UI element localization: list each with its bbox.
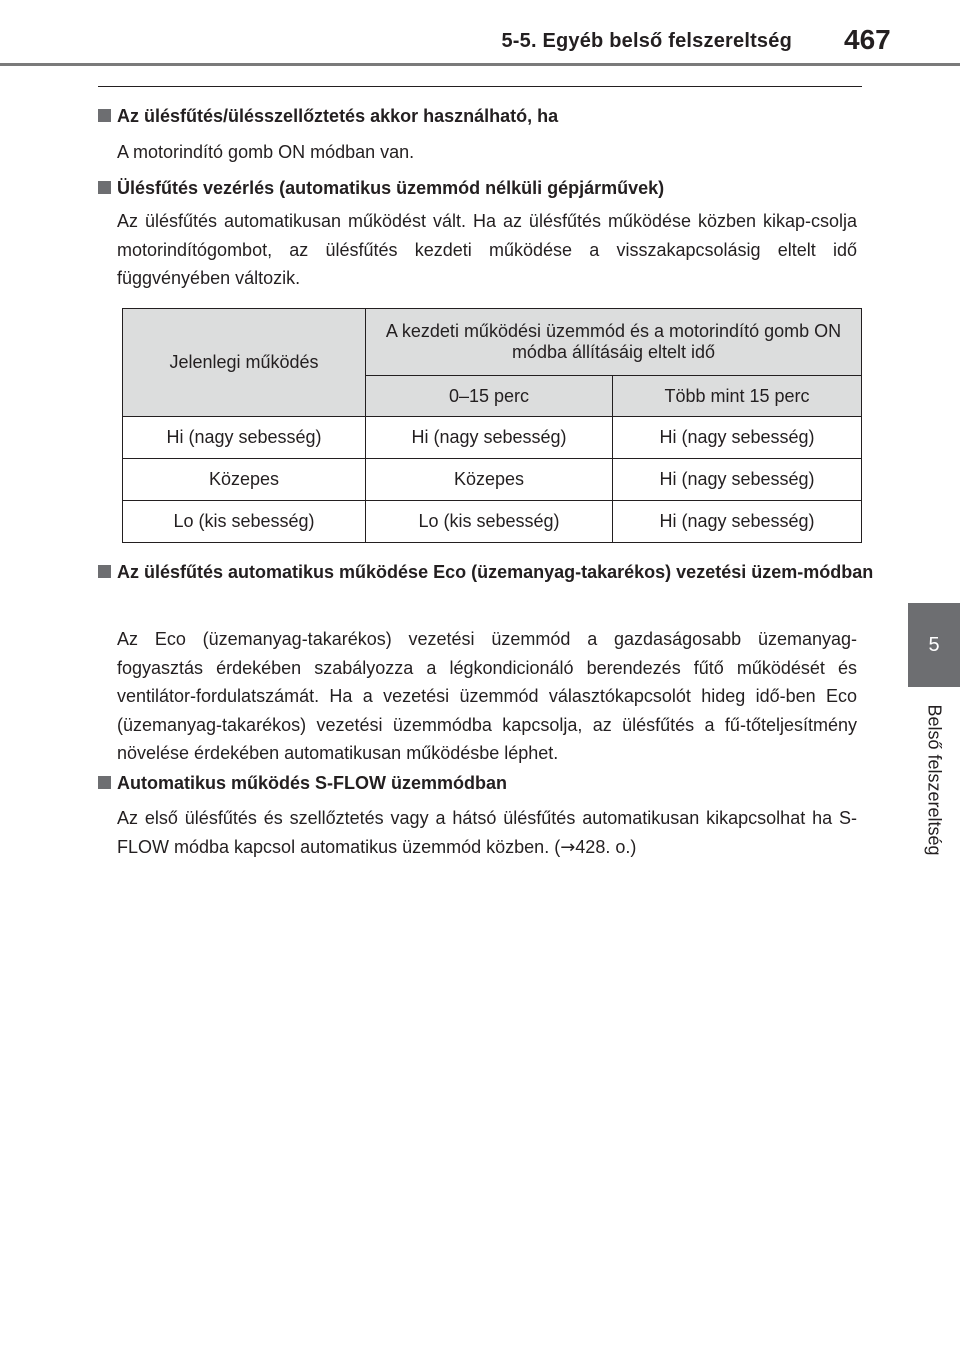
table-subheader: Több mint 15 perc bbox=[613, 376, 862, 417]
table-cell: Lo (kis sebesség) bbox=[366, 501, 613, 543]
table-cell: Hi (nagy sebesség) bbox=[366, 417, 613, 459]
section-heading bbox=[98, 768, 862, 798]
table-header-current-operation: Jelenlegi működés bbox=[123, 309, 366, 417]
table-row bbox=[123, 459, 862, 501]
table-cell: Hi (nagy sebesség) bbox=[613, 459, 862, 501]
table-cell: Hi (nagy sebesség) bbox=[123, 417, 366, 459]
section-body bbox=[117, 804, 857, 862]
table-subheader: 0–15 perc bbox=[366, 376, 613, 417]
chapter-tab: 5 bbox=[908, 603, 960, 687]
section-heading-text: Ülésfűtés vezérlés (automatikus üzemmód nélküli gépjárművek) bbox=[117, 178, 665, 198]
section-heading bbox=[98, 173, 862, 203]
table-cell: Hi (nagy sebesség) bbox=[613, 501, 862, 543]
section-heading bbox=[98, 557, 881, 587]
table-cell: Közepes bbox=[123, 459, 366, 501]
square-bullet-icon bbox=[98, 109, 111, 122]
section-body: Az Eco (üzemanyag-takarékos) vezetési üzemmód a gazdaságosabb üzemanyag-fogyasztás érdekében szabályozza a légkondicionáló berendezés fűtő működését és ventilátor-fordulatszámát. Ha a vezetési üzemmód választókapcsolót hideg idő-ben Eco (üzemanyag-takarékos) vezetési üzemmódba kapcsolja, az ülésfűtés a fű-tőteljesítmény növelése érdekében automatikusan működésbe léphet. bbox=[117, 629, 857, 763]
square-bullet-icon bbox=[98, 181, 111, 194]
arrow-right-icon: → bbox=[560, 836, 576, 858]
square-bullet-icon bbox=[98, 776, 111, 789]
table-cell: Hi (nagy sebesség) bbox=[613, 417, 862, 459]
table-row bbox=[123, 501, 862, 543]
section-heading-text: Az ülésfűtés automatikus működése Eco (üzemanyag-takarékos) vezetési üzem-módban bbox=[117, 562, 874, 582]
section-body: A motorindító gomb ON módban van. bbox=[117, 142, 415, 162]
table-cell: Lo (kis sebesség) bbox=[123, 501, 366, 543]
chapter-label: Belső felszereltség bbox=[924, 704, 945, 856]
section-body: Az ülésfűtés automatikusan működést vált. Ha az ülésfűtés működése közben kikap-csolja motorindítógombot, az ülésfűtés kezdeti működése a visszakapcsolásig eltelt idő függvényében változik. bbox=[117, 211, 857, 288]
section-heading bbox=[98, 101, 862, 131]
section-heading-text: Automatikus működés S-FLOW üzemmódban bbox=[117, 773, 508, 793]
table-cell: Közepes bbox=[366, 459, 613, 501]
section-heading-text: Az ülésfűtés/ülésszellőztetés akkor használható, ha bbox=[117, 106, 559, 126]
table-row bbox=[123, 417, 862, 459]
page-reference-link[interactable]: 428. o.) bbox=[575, 836, 637, 857]
header-section-title: 5-5. Egyéb belső felszereltség bbox=[501, 30, 792, 52]
header-divider bbox=[0, 63, 960, 66]
table-header-group: A kezdeti működési üzemmód és a motorindító gomb ON módba állításáig eltelt idő bbox=[366, 309, 862, 376]
page-number: 467 bbox=[844, 24, 891, 55]
seat-heater-table bbox=[122, 308, 862, 543]
square-bullet-icon bbox=[98, 565, 111, 578]
section-body-text: Az első ülésfűtés és szellőztetés vagy a hátsó ülésfűtés automatikusan kikapcsolhat ha S-FLOW módba kapcsol automatikus üzemmód közben. ( bbox=[117, 808, 857, 857]
content-divider bbox=[98, 86, 862, 87]
